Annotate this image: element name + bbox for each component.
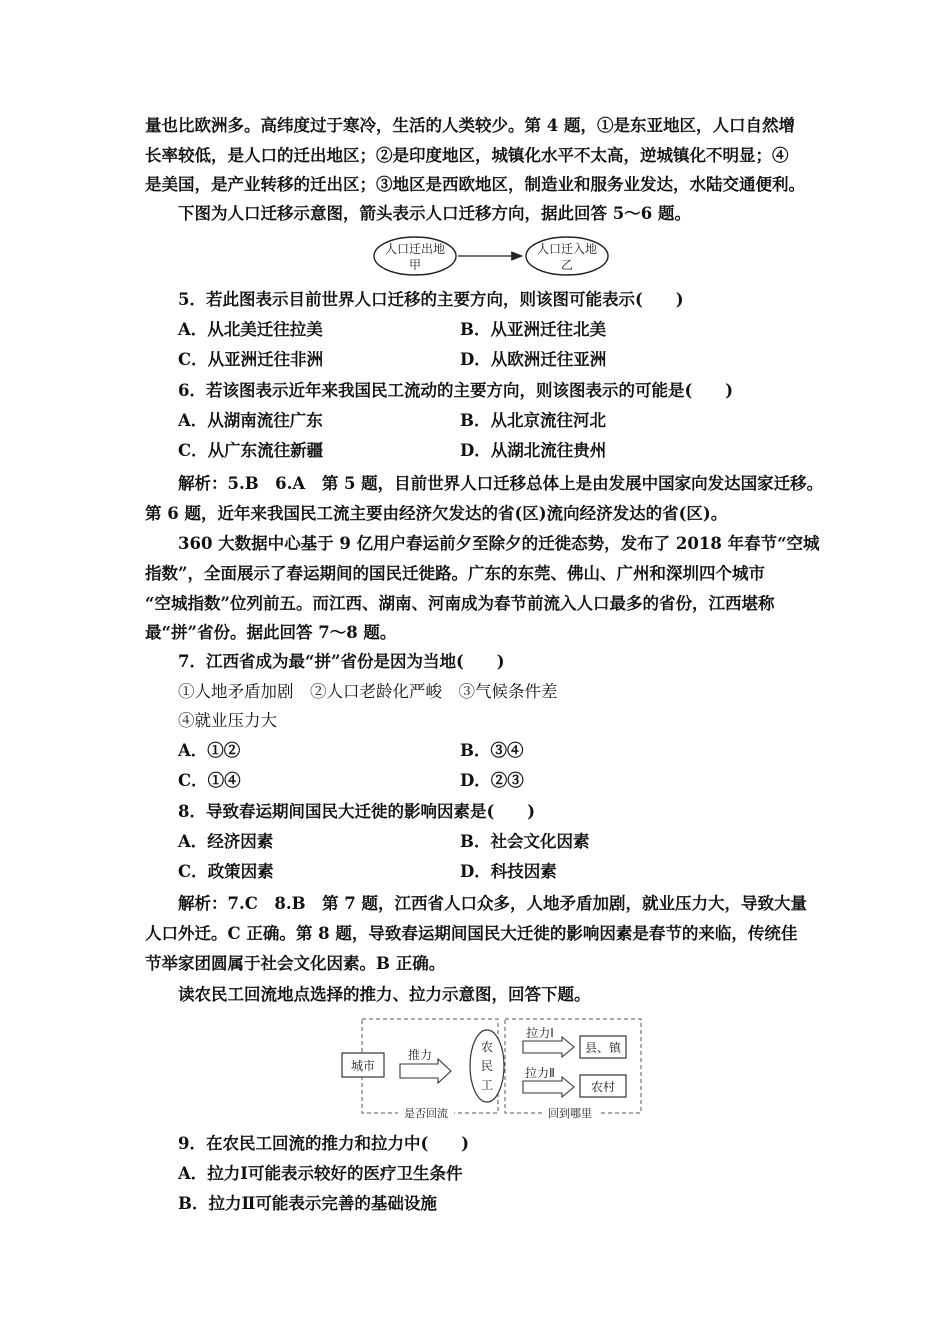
pull1-arrow	[523, 1037, 574, 1057]
intro-line: 长率较低，是人口的迁出地区；②是印度地区，城镇化水平不太高，逆城镇化不明显；④	[145, 146, 789, 165]
push-arrow	[400, 1059, 451, 1083]
passage-7-8: 指数”，全面展示了春运期间的国民迁徙路。广东的东莞、佛山、广州和深圳四个城市	[145, 564, 765, 583]
intro-line: 是美国，是产业转移的迁出区；③地区是西欧地区，制造业和服务业发达，水陆交通便利。	[145, 175, 805, 194]
origin-label-2: 甲	[408, 258, 422, 272]
question-intro-5-6: 下图为人口迁移示意图，箭头表示人口迁移方向，据此回答 5～6 题。	[178, 204, 691, 223]
q6-option-c[interactable]: C．从广东流往新疆	[178, 441, 324, 460]
q5-option-d[interactable]: D．从欧洲迁往亚洲	[460, 350, 607, 369]
caption-left: 是否回流	[404, 1107, 448, 1120]
q7-option-a[interactable]: A．①②	[178, 741, 241, 760]
q8-stem: 8．导致春运期间国民大迁徙的影响因素是( )	[178, 802, 536, 821]
question-intro-9: 读农民工回流地点选择的推力、拉力示意图，回答下题。	[178, 985, 591, 1004]
q5-option-c[interactable]: C．从亚洲迁往非洲	[178, 350, 324, 369]
q5-option-a[interactable]: A．从北美迁往拉美	[178, 320, 323, 339]
worker-label-2: 民	[480, 1059, 494, 1073]
q9-option-b[interactable]: B．拉力Ⅱ可能表示完善的基础设施	[178, 1194, 437, 1213]
q7-option-b[interactable]: B．③④	[460, 741, 524, 760]
answer-7-8: 人口外迁。C 正确。第 8 题，导致春运期间国民大迁徙的影响因素是春节的来临，传统佳	[145, 924, 798, 943]
q8-option-b[interactable]: B．社会文化因素	[460, 832, 590, 851]
worker-label-3: 工	[480, 1078, 494, 1092]
origin-label: 人口迁出地	[384, 242, 446, 256]
destination-label-2: 乙	[560, 258, 574, 272]
town-label: 县、镇	[584, 1041, 622, 1055]
q7-option-d[interactable]: D．②③	[460, 771, 524, 790]
worker-label: 农	[480, 1040, 494, 1054]
caption-right: 回到哪里	[548, 1107, 592, 1120]
pull1-label: 拉力Ⅰ	[526, 1026, 554, 1040]
q5-option-b[interactable]: B．从亚洲迁往北美	[460, 320, 606, 339]
q6-option-d[interactable]: D．从湖北流往贵州	[460, 441, 607, 460]
answer-7-8: 节举家团圆属于社会文化因素。B 正确。	[145, 954, 446, 973]
passage-7-8: “空城指数”位列前五。而江西、湖南、河南成为春节前流入人口最多的省份，江西堪称	[145, 594, 775, 613]
q7-option-c[interactable]: C．①④	[178, 771, 241, 790]
q8-option-a[interactable]: A．经济因素	[178, 832, 274, 851]
q5-stem: 5．若此图表示目前世界人口迁移的主要方向，则该图可能表示( )	[178, 290, 684, 309]
q7-items: ①人地矛盾加剧 ②人口老龄化严峻 ③气候条件差	[178, 682, 558, 701]
passage-7-8: 最“拼”省份。据此回答 7～8 题。	[145, 623, 397, 642]
migration-diagram	[370, 233, 620, 279]
q8-option-c[interactable]: C．政策因素	[178, 862, 274, 881]
q8-option-d[interactable]: D．科技因素	[460, 862, 557, 881]
answer-7-8: 解析：7.C 8.B 第 7 题，江西省人口众多，人地矛盾加剧，就业压力大，导致大量	[178, 894, 807, 913]
answer-5-6: 解析：5.B 6.A 第 5 题，目前世界人口迁移总体上是由发展中国家向发达国家迁移。	[178, 474, 824, 493]
q9-option-a[interactable]: A．拉力Ⅰ可能表示较好的医疗卫生条件	[178, 1164, 463, 1183]
q7-stem: 7．江西省成为最“拼”省份是因为当地( )	[178, 652, 505, 671]
village-label: 农村	[590, 1080, 616, 1094]
passage-7-8: 360 大数据中心基于 9 亿用户春运前夕至除夕的迁徙态势，发布了 2018 年春节“空城	[178, 534, 820, 553]
q6-option-a[interactable]: A．从湖南流往广东	[178, 411, 323, 430]
q9-stem: 9．在农民工回流的推力和拉力中( )	[178, 1134, 470, 1153]
pull2-arrow	[523, 1077, 574, 1097]
push-pull-diagram	[325, 1013, 650, 1123]
q6-option-b[interactable]: B．从北京流往河北	[460, 411, 606, 430]
answer-5-6: 第 6 题，近年来我国民工流主要由经济欠发达的省(区)流向经济发达的省(区)。	[145, 504, 728, 523]
q6-stem: 6．若该图表示近年来我国民工流动的主要方向，则该图表示的可能是( )	[178, 381, 734, 400]
push-label: 推力	[407, 1048, 433, 1062]
q7-items: ④就业压力大	[178, 711, 277, 730]
pull2-label: 拉力Ⅱ	[525, 1066, 555, 1080]
city-label: 城市	[350, 1059, 376, 1073]
intro-line: 量也比欧洲多。高纬度过于寒冷，生活的人类较少。第 4 题，①是东亚地区，人口自然增	[145, 116, 795, 135]
destination-label: 人口迁入地	[536, 242, 598, 256]
